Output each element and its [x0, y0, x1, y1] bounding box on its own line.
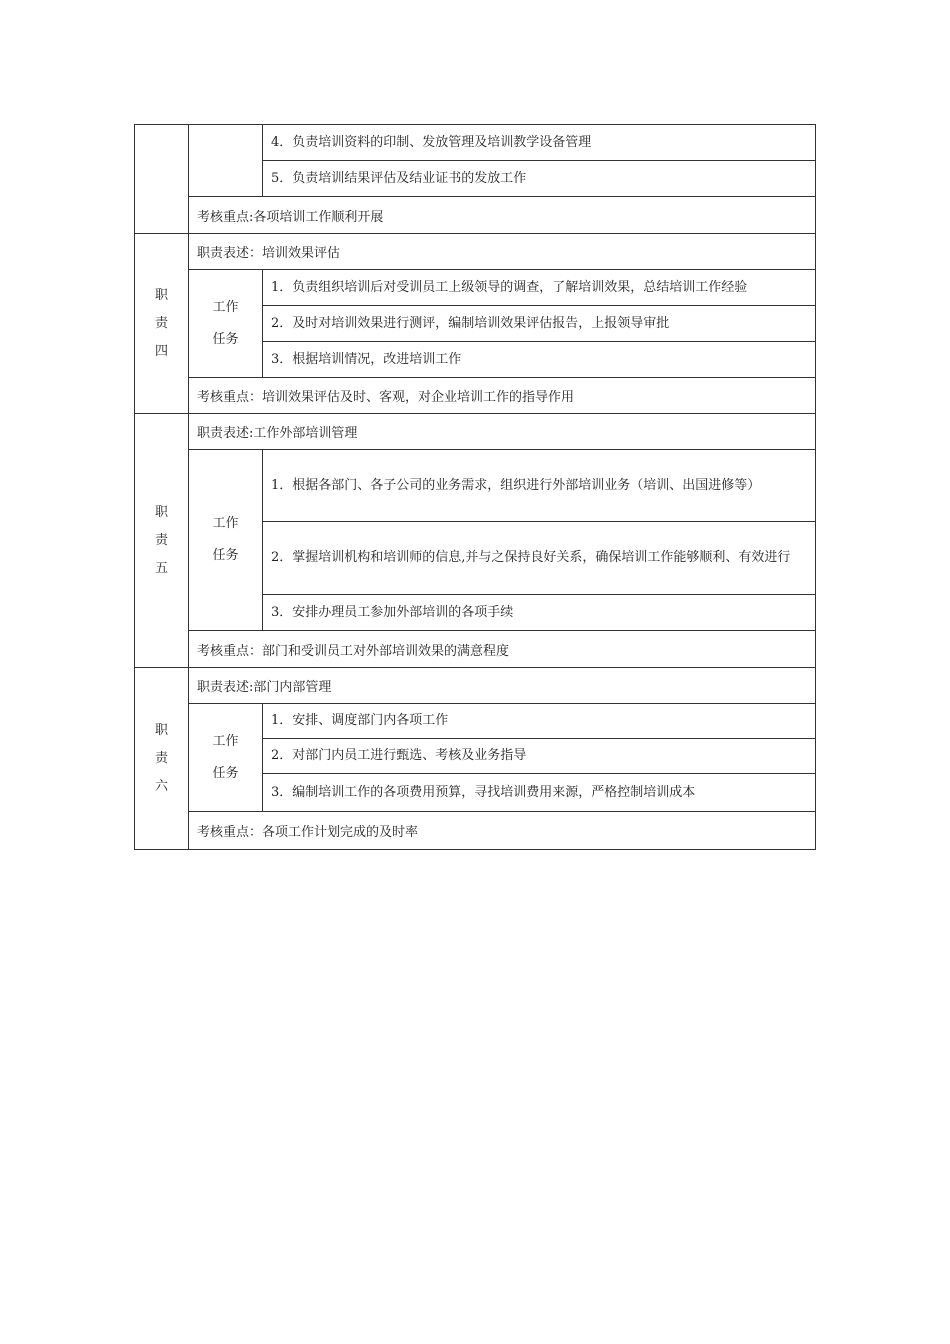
assessment-focus: 考核重点：部门和受训员工对外部培训效果的满意程度	[189, 631, 816, 668]
assessment-focus: 考核重点:各项培训工作顺利开展	[189, 197, 816, 234]
duty-label-continued	[135, 125, 189, 234]
task-item: 1．负责组织培训后对受训员工上级领导的调查，了解培训效果，总结培训工作经验	[263, 270, 816, 306]
duty-label-four: 职 责 四	[135, 234, 189, 414]
duty-label-five: 职 责 五	[135, 414, 189, 668]
task-item: 3．安排办理员工参加外部培训的各项手续	[263, 595, 816, 631]
task-label-continued	[189, 125, 263, 197]
duty-statement: 职责表述:部门内部管理	[189, 668, 816, 704]
duty-statement: 职责表述：培训效果评估	[189, 234, 816, 270]
task-item: 4．负责培训资料的印制、发放管理及培训教学设备管理	[263, 125, 816, 161]
task-label: 工作 任务	[189, 270, 263, 378]
duty-statement: 职责表述:工作外部培训管理	[189, 414, 816, 450]
assessment-focus: 考核重点：培训效果评估及时、客观，对企业培训工作的指导作用	[189, 378, 816, 414]
task-item: 2．对部门内员工进行甄选、考核及业务指导	[263, 739, 816, 774]
task-item: 3．根据培训情况，改进培训工作	[263, 342, 816, 378]
job-duty-table	[134, 124, 816, 850]
assessment-focus: 考核重点：各项工作计划完成的及时率	[189, 812, 816, 850]
task-label: 工作 任务	[189, 450, 263, 631]
task-item: 2．掌握培训机构和培训师的信息,并与之保持良好关系，确保培训工作能够顺利、有效进行	[263, 522, 816, 595]
task-item: 3．编制培训工作的各项费用预算，寻找培训费用来源，严格控制培训成本	[263, 774, 816, 812]
task-item: 1．根据各部门、各子公司的业务需求，组织进行外部培训业务（培训、出国进修等）	[263, 450, 816, 522]
task-item: 5．负责培训结果评估及结业证书的发放工作	[263, 161, 816, 197]
task-item: 1．安排、调度部门内各项工作	[263, 704, 816, 739]
duty-label-six: 职 责 六	[135, 668, 189, 850]
task-label: 工作 任务	[189, 704, 263, 812]
task-item: 2．及时对培训效果进行测评，编制培训效果评估报告，上报领导审批	[263, 306, 816, 342]
